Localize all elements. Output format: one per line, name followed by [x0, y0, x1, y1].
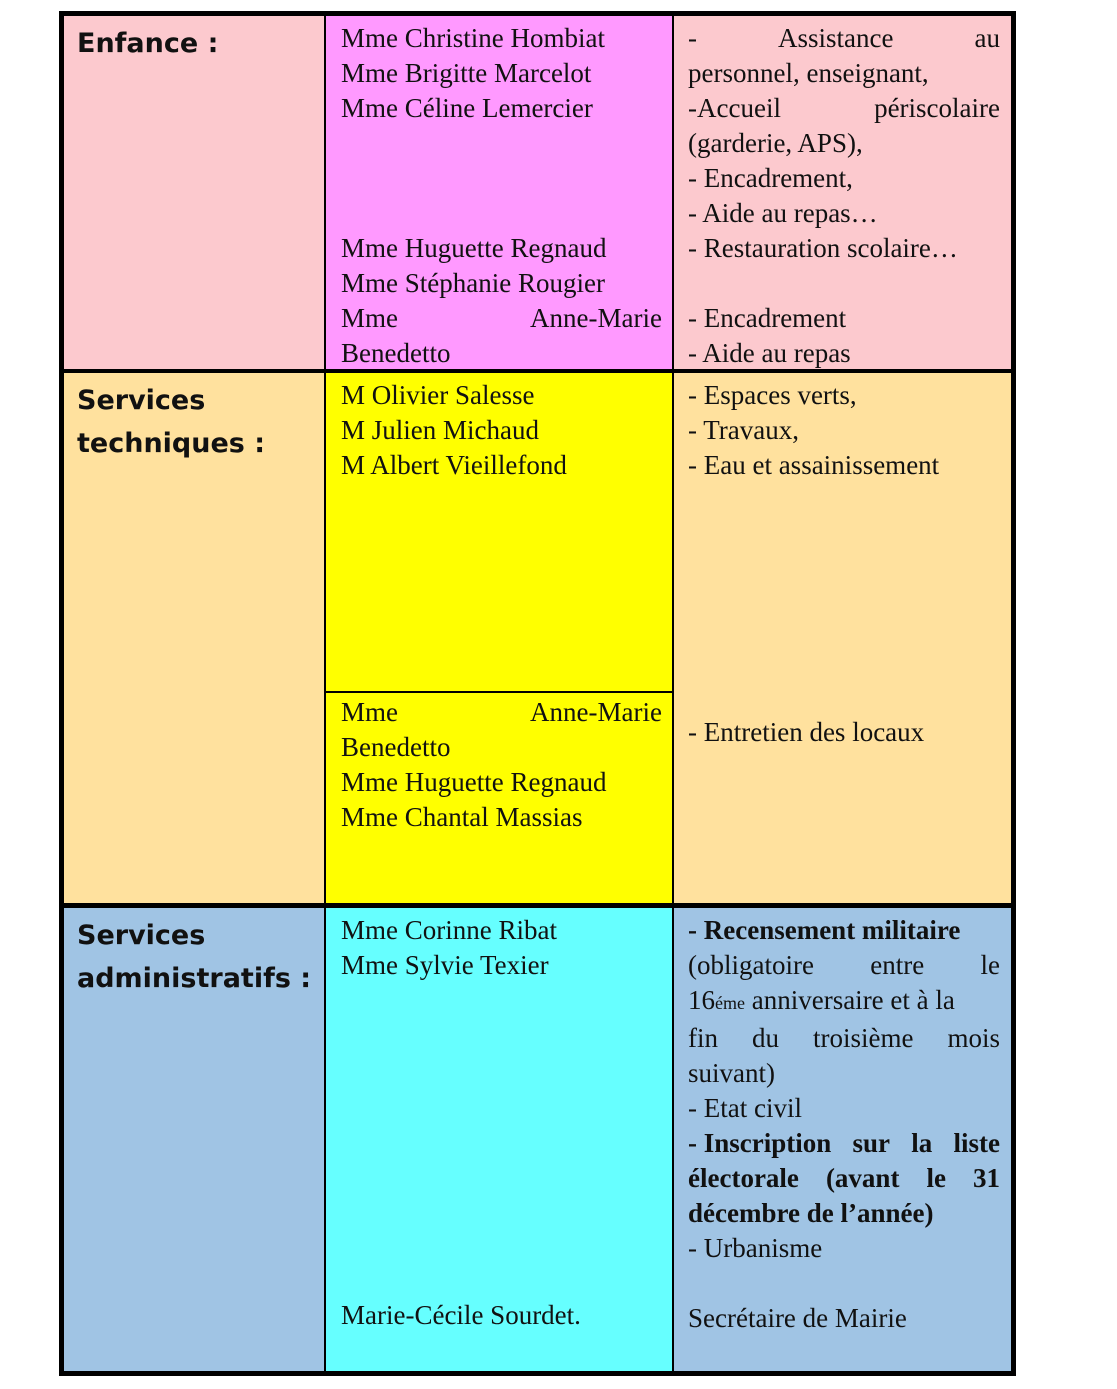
task-line-justified: -Accueil périscolaire [688, 93, 1000, 123]
name-line: Mme Christine Hombiat [341, 23, 605, 53]
task-line: suivant) [688, 1058, 775, 1088]
task-line: - Aide au repas… [688, 198, 878, 228]
tasks-administratifs [674, 908, 1011, 1371]
name-line: Mme Huguette Regnaud [341, 767, 607, 797]
name-line: Marie-Cécile Sourdet. [341, 1300, 581, 1330]
task-line: - Encadrement [688, 303, 847, 333]
label-techniques: Services techniques : [64, 373, 324, 903]
services-table [59, 11, 1016, 1376]
task-line: personnel, enseignant, [688, 58, 929, 88]
name-line: Mme Huguette Regnaud [341, 233, 607, 263]
task-line-justified: (obligatoire entre le [688, 950, 1000, 980]
names-enfance [326, 16, 672, 369]
task-line: - Entretien des locaux [688, 717, 925, 747]
task-line: - Eau et assainissement [688, 450, 940, 480]
task-line: (garderie, APS), [688, 128, 863, 158]
name-line-justified: Mme Anne-Marie [341, 697, 662, 727]
name-line: Mme Corinne Ribat [341, 915, 557, 945]
task-line: - Espaces verts, [688, 380, 857, 410]
task-line: - Restauration scolaire… [688, 233, 958, 263]
task-line: - Urbanisme [688, 1233, 823, 1263]
task-line-justified-bold: électorale (avant le 31 [688, 1163, 1000, 1193]
task-line: 16éme anniversaire et à la [688, 985, 955, 1015]
name-line: Benedetto [341, 338, 451, 368]
task-line: - Encadrement, [688, 163, 853, 193]
task-line-bold: - Recensement militaire [688, 915, 961, 945]
task-line: - Etat civil [688, 1093, 802, 1123]
task-line-justified: fin du troisième mois [688, 1023, 1000, 1053]
name-line: Mme Céline Lemercier [341, 93, 593, 123]
name-line: Benedetto [341, 732, 451, 762]
name-line: M Albert Vieillefond [341, 450, 567, 480]
task-line: Secrétaire de Mairie [688, 1303, 907, 1333]
name-line: Mme Stéphanie Rougier [341, 268, 605, 298]
name-line: Mme Chantal Massias [341, 802, 583, 832]
names-techniques-a [326, 373, 672, 691]
name-line: Mme Brigitte Marcelot [341, 58, 592, 88]
task-line-bold: décembre de l’année) [688, 1198, 934, 1228]
tasks-techniques [674, 373, 1011, 903]
task-line: - Travaux, [688, 415, 800, 445]
tasks-enfance [674, 16, 1011, 369]
task-line-justified: - Assistance au [688, 23, 1000, 53]
task-line: - Aide au repas [688, 338, 851, 368]
name-line: M Olivier Salesse [341, 380, 535, 410]
names-administratifs [326, 908, 672, 1371]
name-line: Mme Sylvie Texier [341, 950, 549, 980]
name-line-justified: Mme Anne-Marie [341, 303, 662, 333]
name-line: M Julien Michaud [341, 415, 539, 445]
names-techniques-b [326, 693, 672, 903]
label-administratifs: Services administratifs : [64, 908, 324, 1371]
task-line-justified-bold: - Inscription sur la liste [688, 1128, 1000, 1158]
label-enfance: Enfance : [64, 16, 324, 369]
